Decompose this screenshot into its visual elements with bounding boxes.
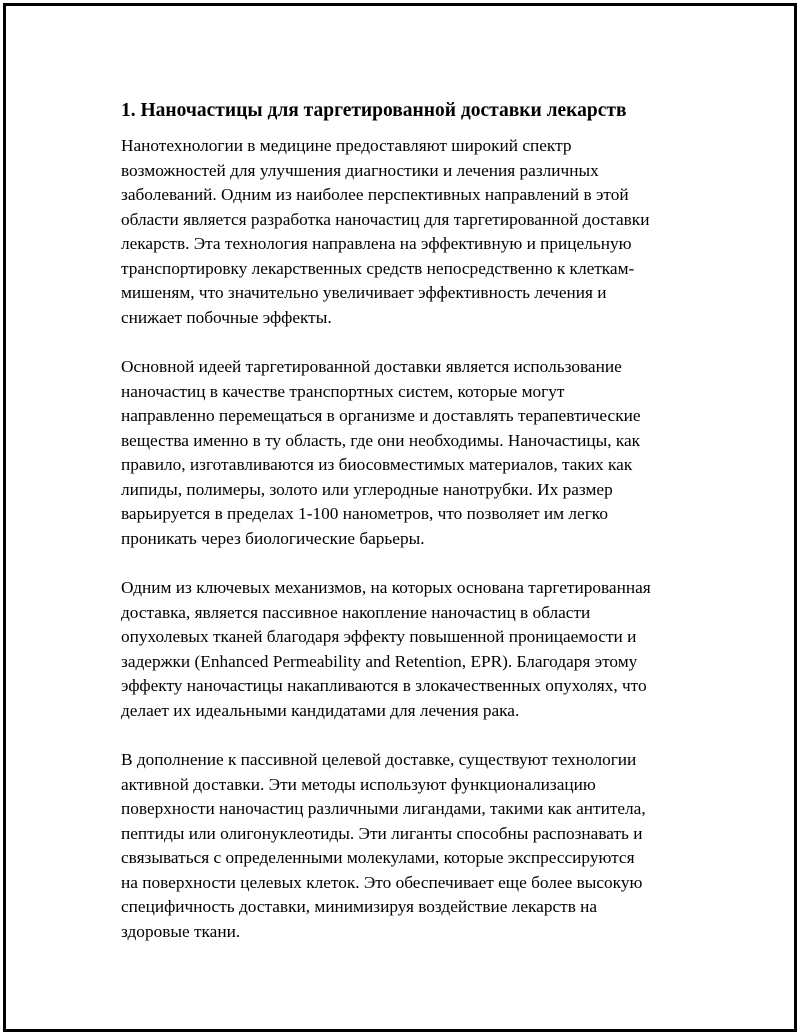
text-line: лекарств. Эта технология направлена на эффективную и прицельную [121,234,632,253]
text-line: доставка, является пассивное накопление наночастиц в области [121,602,591,622]
text-line: специфичность доставки, минимизируя воздействие лекарств на [121,897,598,916]
paragraph-1 [121,134,711,330]
paragraph-4 [121,748,711,944]
text-line: мишеням, что значительно увеличивает эффективность лечения и [121,283,607,302]
section-heading: 1. Наночастицы для таргетированной доставки лекарств [121,100,627,121]
text-line: поверхности наночастиц различными лигандами, такими как антитела, [121,799,646,818]
text-line: делает их идеальными кандидатами для лечения рака. [121,700,520,720]
text-line: области является разработка наночастиц для таргетированной доставки [121,209,650,229]
text-line: задержки (Enhanced Permeability and Retention, EPR). Благодаря этому [121,651,638,671]
text-line: заболеваний. Одним из наиболее перспективных направлений в этой [121,185,629,204]
text-line: В дополнение к пассивной целевой доставке, существуют технологии [121,750,637,769]
text-line: варьируется в пределах 1-100 нанометров, что позволяет им легко [121,504,608,523]
text-line: наночастиц в качестве транспортных систем, которые могут [121,381,565,401]
text-line: связываться с определенными молекулами, которые экспрессируются [121,848,635,867]
text-line: липиды, полимеры, золото или углеродные нанотрубки. Их размер [121,479,613,499]
text-line: транспортировку лекарственных средств непосредственно к клеткам- [121,258,635,278]
paragraph-2 [121,355,711,551]
paragraph-3 [121,576,711,723]
text-line: направленно перемещаться в организме и доставлять терапевтические [121,406,641,425]
document-body [121,98,711,969]
text-line: Основной идеей таргетированной доставки является использование [121,357,622,376]
text-line: вещества именно в ту область, где они необходимы. Наночастицы, как [121,430,641,450]
page-frame [3,3,797,1032]
text-line: опухолевых тканей благодаря эффекту повышенной проницаемости и [121,627,637,646]
text-line: на поверхности целевых клеток. Это обеспечивает еще более высокую [121,872,643,892]
text-line: здоровые ткани. [121,921,241,941]
text-line: эффекту наночастицы накапливаются в злокачественных опухолях, что [121,676,647,695]
text-line: Одним из ключевых механизмов, на которых основана таргетированная [121,578,651,597]
text-line: правило, изготавливаются из биосовместимых материалов, таких как [121,455,633,474]
text-line: Нанотехнологии в медицине предоставляют широкий спектр [121,136,572,155]
text-line: возможностей для улучшения диагностики и лечения различных [121,160,599,180]
text-line: активной доставки. Эти методы используют функционализацию [121,774,596,794]
text-line: пептиды или олигонуклеотиды. Эти лиганты способны распознавать и [121,823,643,843]
text-line: снижает побочные эффекты. [121,307,332,327]
text-line: проникать через биологические барьеры. [121,528,425,548]
